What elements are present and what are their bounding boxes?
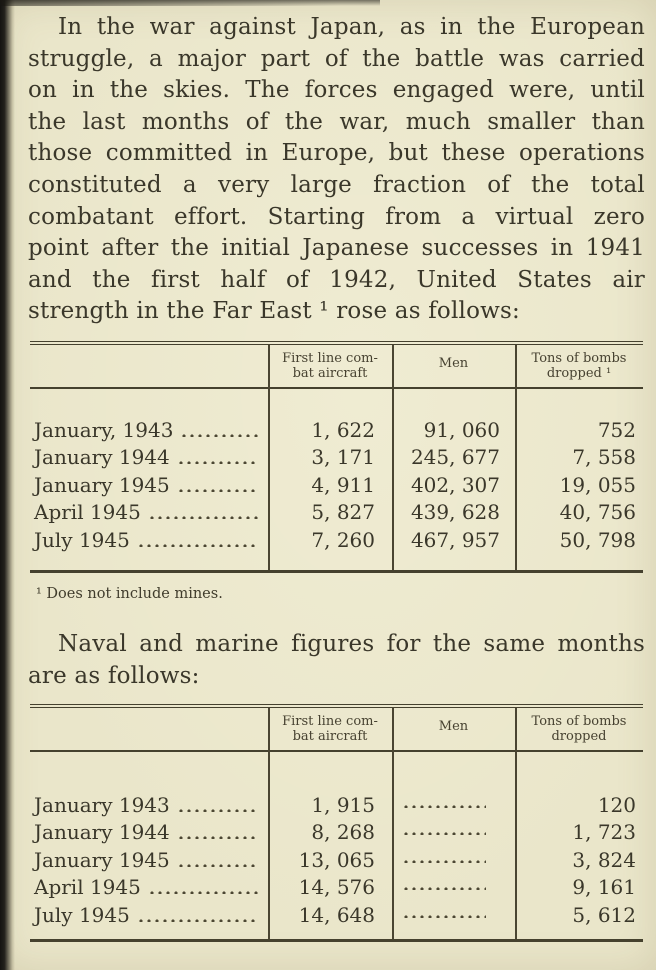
tons-value: 50, 798 [559, 527, 636, 552]
tons-value: 40, 756 [559, 500, 636, 525]
men-value-blank [392, 808, 515, 812]
page-content [28, 12, 645, 942]
aircraft-value: 8, 268 [311, 820, 375, 845]
naval-marine-table [30, 704, 643, 943]
tons-value: 752 [597, 417, 636, 442]
row-label: July 1945 [34, 527, 130, 552]
col-header-tons [515, 345, 643, 387]
table-row [30, 473, 643, 501]
dot-leader [402, 886, 486, 890]
row-label: January 1944 [34, 820, 170, 845]
row-label: April 1945 [34, 500, 141, 525]
paragraph-line: strength in the Far East ¹ rose as follows: [28, 298, 520, 325]
paragraph-line: the last months of the war, much smaller than [28, 108, 645, 135]
dot-leader [402, 859, 486, 863]
dot-leader [177, 808, 258, 812]
men-value-blank [392, 863, 515, 867]
paragraph-line: constituted a very large fraction of the total [28, 171, 645, 198]
table-column-rule [268, 708, 270, 940]
paragraph-line: point after the initial Japanese successes in 1941 [28, 235, 645, 262]
tons-value: 7, 558 [572, 445, 636, 470]
tons-value: 19, 055 [559, 472, 636, 497]
table-column-rule [392, 708, 394, 940]
table-row [30, 528, 643, 556]
dot-leader [402, 804, 486, 808]
aircraft-value: 7, 260 [311, 527, 375, 552]
dot-leader [177, 460, 258, 464]
row-label: January 1943 [34, 792, 170, 817]
aircraft-value: 5, 827 [311, 500, 375, 525]
aircraft-value: 1, 915 [311, 792, 375, 817]
col-header-text: Tons of bombs [531, 713, 627, 729]
table-column-rule [392, 345, 394, 571]
page-gutter-shadow [0, 0, 15, 970]
row-label: July 1945 [34, 902, 130, 927]
table-column-rule [268, 345, 270, 571]
row-label: April 1945 [34, 875, 141, 900]
paragraph-line: Naval and marine figures for the same months [58, 631, 645, 658]
col-header-men: Men [438, 719, 469, 735]
dot-leader [137, 543, 258, 547]
aircraft-value: 3, 171 [311, 445, 375, 470]
table-row [30, 848, 643, 876]
stub-header [30, 360, 268, 372]
col-header-text: dropped [551, 728, 607, 744]
table-header-row [30, 708, 643, 752]
tons-value: 120 [597, 792, 636, 817]
row-label: January 1945 [34, 847, 170, 872]
paragraph-line: In the war against Japan, as in the European [58, 14, 645, 40]
col-header-text: First line com- [282, 350, 378, 366]
dot-leader [137, 918, 258, 922]
col-header-aircraft [268, 345, 392, 387]
dot-leader [177, 488, 258, 492]
dot-leader [180, 433, 258, 437]
paragraph-line: combatant effort. Starting from a virtual zero [28, 203, 645, 230]
col-header-text: dropped ¹ [546, 365, 612, 381]
table-row [30, 418, 643, 446]
tons-value: 1, 723 [572, 820, 636, 845]
paragraph-line: on in the skies. The forces engaged were, until [28, 77, 645, 104]
table-row [30, 500, 643, 528]
col-header-aircraft [268, 708, 392, 750]
paragraph-line: are as follows: [28, 663, 200, 690]
table-body [30, 389, 643, 571]
page-top-shadow [0, 0, 380, 6]
stub-header [30, 723, 268, 735]
table-row [30, 793, 643, 821]
aircraft-value: 13, 065 [298, 847, 375, 872]
col-header-text: Tons of bombs [531, 350, 627, 366]
aircraft-value: 14, 576 [298, 875, 375, 900]
aircraft-value: 14, 648 [298, 902, 375, 927]
paragraph-line: struggle, a major part of the battle was carried [28, 45, 645, 72]
air-strength-table [30, 341, 643, 574]
men-value-blank [392, 918, 515, 922]
tons-value: 3, 824 [572, 847, 636, 872]
table-footnote: ¹ Does not include mines. [36, 586, 223, 603]
table-body [30, 752, 643, 940]
col-header-men: Men [438, 356, 469, 372]
dot-leader [177, 863, 258, 867]
men-value: 91, 060 [423, 417, 500, 442]
men-value: 245, 677 [410, 445, 500, 470]
men-value-blank [392, 835, 515, 839]
col-header-text: bat aircraft [292, 728, 368, 744]
table-column-rule [515, 345, 517, 571]
aircraft-value: 4, 911 [311, 472, 375, 497]
men-value-blank [392, 890, 515, 894]
paragraph-line: and the first half of 1942, United States air [28, 266, 645, 293]
table-row [30, 820, 643, 848]
table-row [30, 903, 643, 931]
naval-paragraph [28, 629, 645, 692]
intro-paragraph [28, 12, 645, 328]
row-label: January, 1943 [34, 417, 174, 442]
row-label: January 1945 [34, 472, 170, 497]
dot-leader [402, 831, 486, 835]
dot-leader [402, 914, 486, 918]
col-header-tons [515, 708, 643, 750]
tons-value: 5, 612 [572, 902, 636, 927]
aircraft-value: 1, 622 [311, 417, 375, 442]
col-header-text: bat aircraft [292, 365, 368, 381]
col-header-text: First line com- [282, 713, 378, 729]
table-column-rule [515, 708, 517, 940]
paragraph-line: those committed in Europe, but these operations [28, 140, 645, 167]
men-value: 439, 628 [410, 500, 500, 525]
row-label: January 1944 [34, 445, 170, 470]
table-row [30, 875, 643, 903]
men-value: 467, 957 [410, 527, 500, 552]
table-header-row [30, 345, 643, 389]
dot-leader [148, 515, 258, 519]
men-value: 402, 307 [410, 472, 500, 497]
dot-leader [148, 890, 258, 894]
table-row [30, 445, 643, 473]
dot-leader [177, 835, 258, 839]
tons-value: 9, 161 [572, 875, 636, 900]
